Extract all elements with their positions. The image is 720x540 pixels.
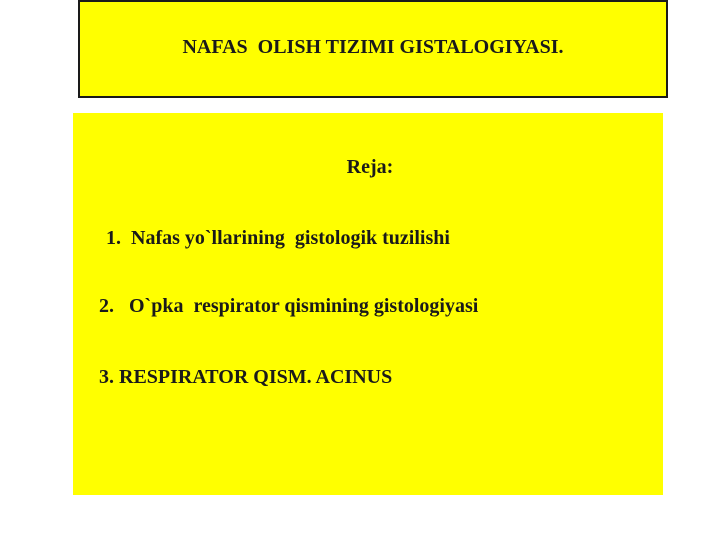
title-box bbox=[78, 0, 668, 98]
plan-item-2: 2. O`pka respirator qismining gistologiyasi bbox=[99, 295, 479, 317]
slide-title: NAFAS OLISH TIZIMI GISTALOGIYASI. bbox=[182, 35, 564, 58]
plan-heading: Reja: bbox=[346, 156, 394, 178]
plan-item-1: 1. Nafas yo`llarining gistologik tuzilishi bbox=[106, 227, 450, 249]
plan-item-3: 3. RESPIRATOR QISM. ACINUS bbox=[99, 366, 393, 388]
content-box bbox=[73, 113, 663, 495]
